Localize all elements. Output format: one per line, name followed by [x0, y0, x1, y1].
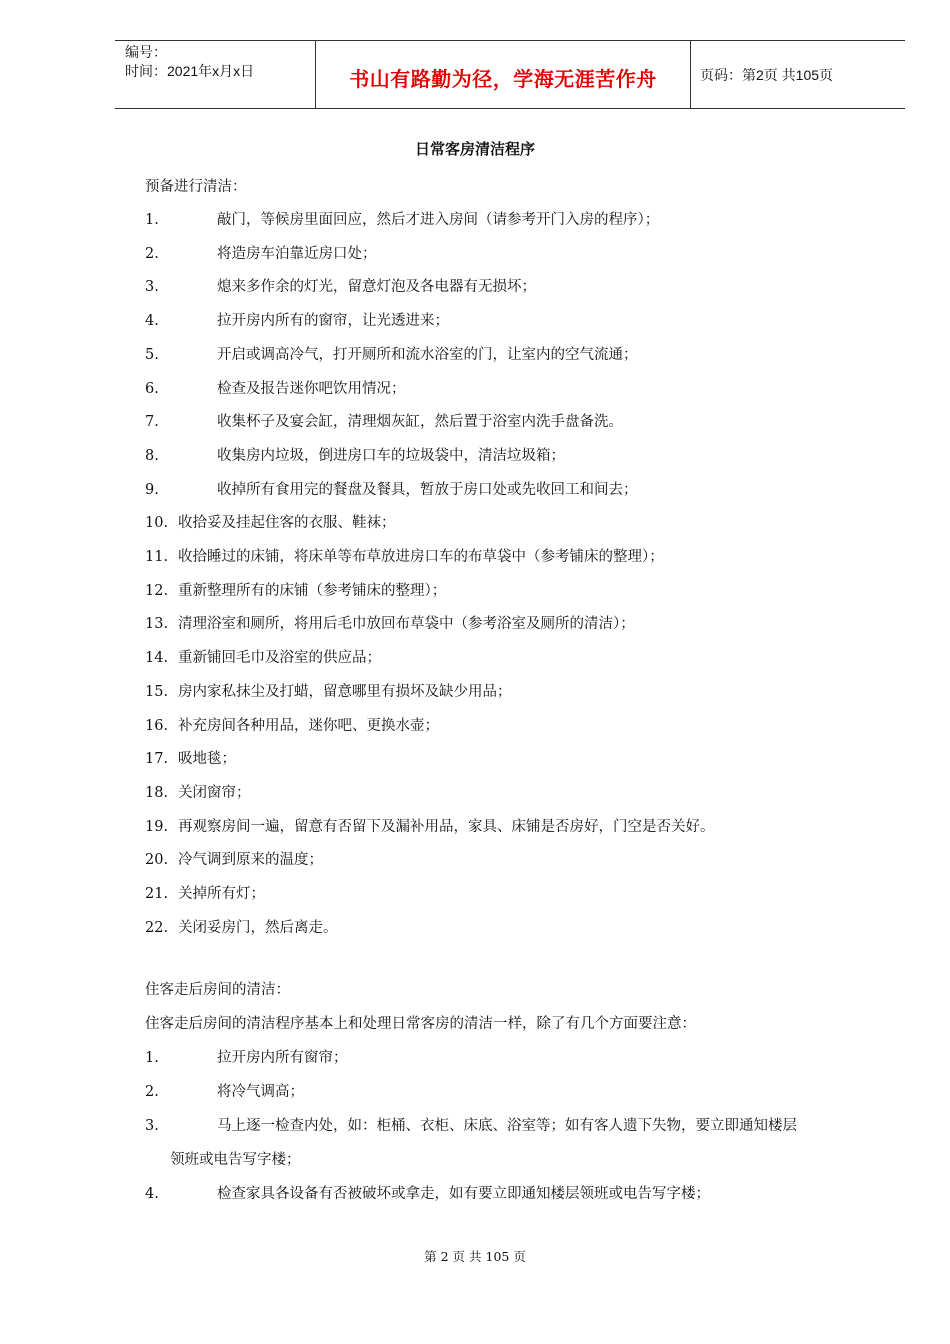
page-info: 页码：第2页 共105页	[700, 67, 834, 83]
list-item	[145, 680, 512, 701]
section2-intro: 住客走后房间的清洁程序基本上和处理日常客房的清洁一样，除了有几个方面要注意：	[145, 1016, 696, 1032]
list-item-number: 5.	[145, 346, 159, 363]
list-item-number: 8.	[145, 447, 159, 464]
list-item	[145, 343, 638, 364]
list-item	[145, 309, 449, 330]
list-item-text: 马上逐一检查内处，如：柜桶、衣柜、床底、浴室等；如有客人遗下失物，要立即通知楼层	[217, 1118, 797, 1134]
page-footer: 第 2 页 共 105 页	[424, 1249, 526, 1264]
header-motto-cell	[315, 41, 691, 108]
page-header	[115, 40, 905, 109]
list-item	[145, 377, 406, 398]
list-item	[145, 1080, 304, 1101]
list-item	[145, 1114, 797, 1135]
list-item-text: 领班或电告写字楼；	[170, 1152, 301, 1168]
list-item-text: 收拾妥及挂起住客的衣服、鞋袜；	[178, 515, 396, 532]
list-item-number: 17.	[145, 751, 169, 768]
list-item-number: 4.	[145, 1186, 159, 1202]
list-item	[145, 579, 446, 600]
list-item-number: 1.	[145, 1050, 159, 1066]
list-item	[145, 242, 377, 263]
list-item	[145, 848, 323, 869]
list-item-number: 10.	[145, 515, 169, 532]
list-item	[145, 882, 265, 903]
serial-label: 编号：	[125, 44, 167, 60]
list-item-number: 7.	[145, 414, 159, 431]
list-item-text: 重新铺回毛巾及浴室的供应品；	[178, 650, 381, 667]
list-item	[145, 815, 715, 836]
list-item	[145, 646, 381, 667]
list-item-number: 13.	[145, 616, 169, 633]
list-item	[145, 545, 664, 566]
list-item-text: 熄来多作余的灯光，留意灯泡及各电器有无损坏；	[217, 279, 536, 296]
list-item	[145, 511, 396, 532]
list-item-number: 18.	[145, 784, 169, 801]
list-item-number: 20.	[145, 852, 169, 869]
list-item-text: 将冷气调高；	[217, 1084, 304, 1100]
list-item	[145, 781, 251, 802]
list-item-number: 12.	[145, 582, 169, 599]
list-item-text: 开启或调高冷气，打开厕所和流水浴室的门，让室内的空气流通；	[217, 346, 638, 363]
time-label: 时间：2021年x月x日	[125, 63, 255, 79]
list-item-number: 14.	[145, 650, 169, 667]
list-item-number: 11.	[145, 549, 169, 565]
list-item-text: 收拾睡过的床铺，将床单等布草放进房口车的布草袋中（参考铺床的整理）；	[178, 549, 664, 565]
list-item-number: 21.	[145, 886, 169, 902]
header-page-cell	[690, 41, 905, 108]
document-title: 日常客房清洁程序	[414, 140, 535, 158]
list-item-text: 关闭妥房门，然后离走。	[178, 919, 338, 936]
list-item-text: 检查家具各设备有否被破坏或拿走，如有要立即通知楼层领班或电告写字楼；	[217, 1186, 710, 1202]
list-item	[145, 275, 536, 296]
list-item	[170, 1148, 301, 1169]
motto: 书山有路勤为径，学海无涯苦作舟	[349, 67, 657, 91]
list-item-number: 2.	[145, 1084, 159, 1100]
list-item-number: 16.	[145, 717, 169, 734]
list-item-text: 吸地毯；	[178, 751, 236, 768]
list-item	[145, 410, 623, 431]
list-item	[145, 916, 338, 937]
list-item-number: 6.	[145, 380, 159, 397]
list-item-text: 补充房间各种用品，迷你吧、更换水壶；	[178, 717, 439, 734]
list-item-text: 收集杯子及宴会缸，清理烟灰缸，然后置于浴室内洗手盘备洗。	[217, 414, 623, 431]
list-item-text: 拉开房内所有的窗帘，让光透进来；	[217, 313, 449, 330]
list-item-number: 22.	[145, 919, 169, 936]
list-item-text: 清理浴室和厕所，将用后毛巾放回布草袋中（参考浴室及厕所的清洁）；	[178, 616, 635, 633]
list-item-text: 将造房车泊靠近房口处；	[217, 245, 377, 262]
list-item-text: 关掉所有灯；	[178, 886, 265, 902]
list-item-text: 再观察房间一遍，留意有否留下及漏补用品，家具、床铺是否房好，门空是否关好。	[178, 818, 715, 835]
list-item-number: 19.	[145, 818, 169, 835]
list-item	[145, 714, 439, 735]
list-item-number: 3.	[145, 279, 159, 296]
list-item-number: 15.	[145, 683, 169, 700]
list-item-number: 9.	[145, 481, 159, 498]
list-item	[145, 612, 635, 633]
section2-heading: 住客走后房间的清洁：	[145, 982, 290, 998]
list-item	[145, 208, 659, 229]
list-item-text: 收掉所有食用完的餐盘及餐具，暂放于房口处或先收回工和间去；	[217, 481, 638, 498]
list-item-text: 收集房内垃圾，倒进房口车的垃圾袋中，清洁垃圾箱；	[217, 447, 565, 464]
list-item-number: 2.	[145, 245, 159, 262]
list-item-text: 拉开房内所有窗帘；	[217, 1050, 348, 1066]
list-item-text: 重新整理所有的床铺（参考铺床的整理）；	[178, 582, 447, 599]
list-item-number: 4.	[145, 313, 159, 330]
list-item	[145, 478, 638, 499]
list-item-text: 敲门，等候房里面回应，然后才进入房间（请参考开门入房的程序）；	[217, 212, 660, 228]
section1-heading: 预备进行清洁：	[145, 179, 247, 195]
list-item-number: 3.	[145, 1118, 159, 1134]
list-item-text: 房内家私抹尘及打蜡，留意哪里有损坏及缺少用品；	[178, 683, 512, 700]
list-item	[145, 444, 565, 465]
list-item	[145, 747, 236, 768]
list-item-text: 关闭窗帘；	[178, 784, 251, 801]
list-item	[145, 1046, 348, 1067]
list-item-text: 冷气调到原来的温度；	[178, 852, 323, 869]
list-item-text: 检查及报告迷你吧饮用情况；	[217, 380, 406, 397]
list-item	[145, 1182, 710, 1203]
list-item-number: 1.	[145, 212, 159, 228]
header-meta-cell	[115, 41, 315, 108]
